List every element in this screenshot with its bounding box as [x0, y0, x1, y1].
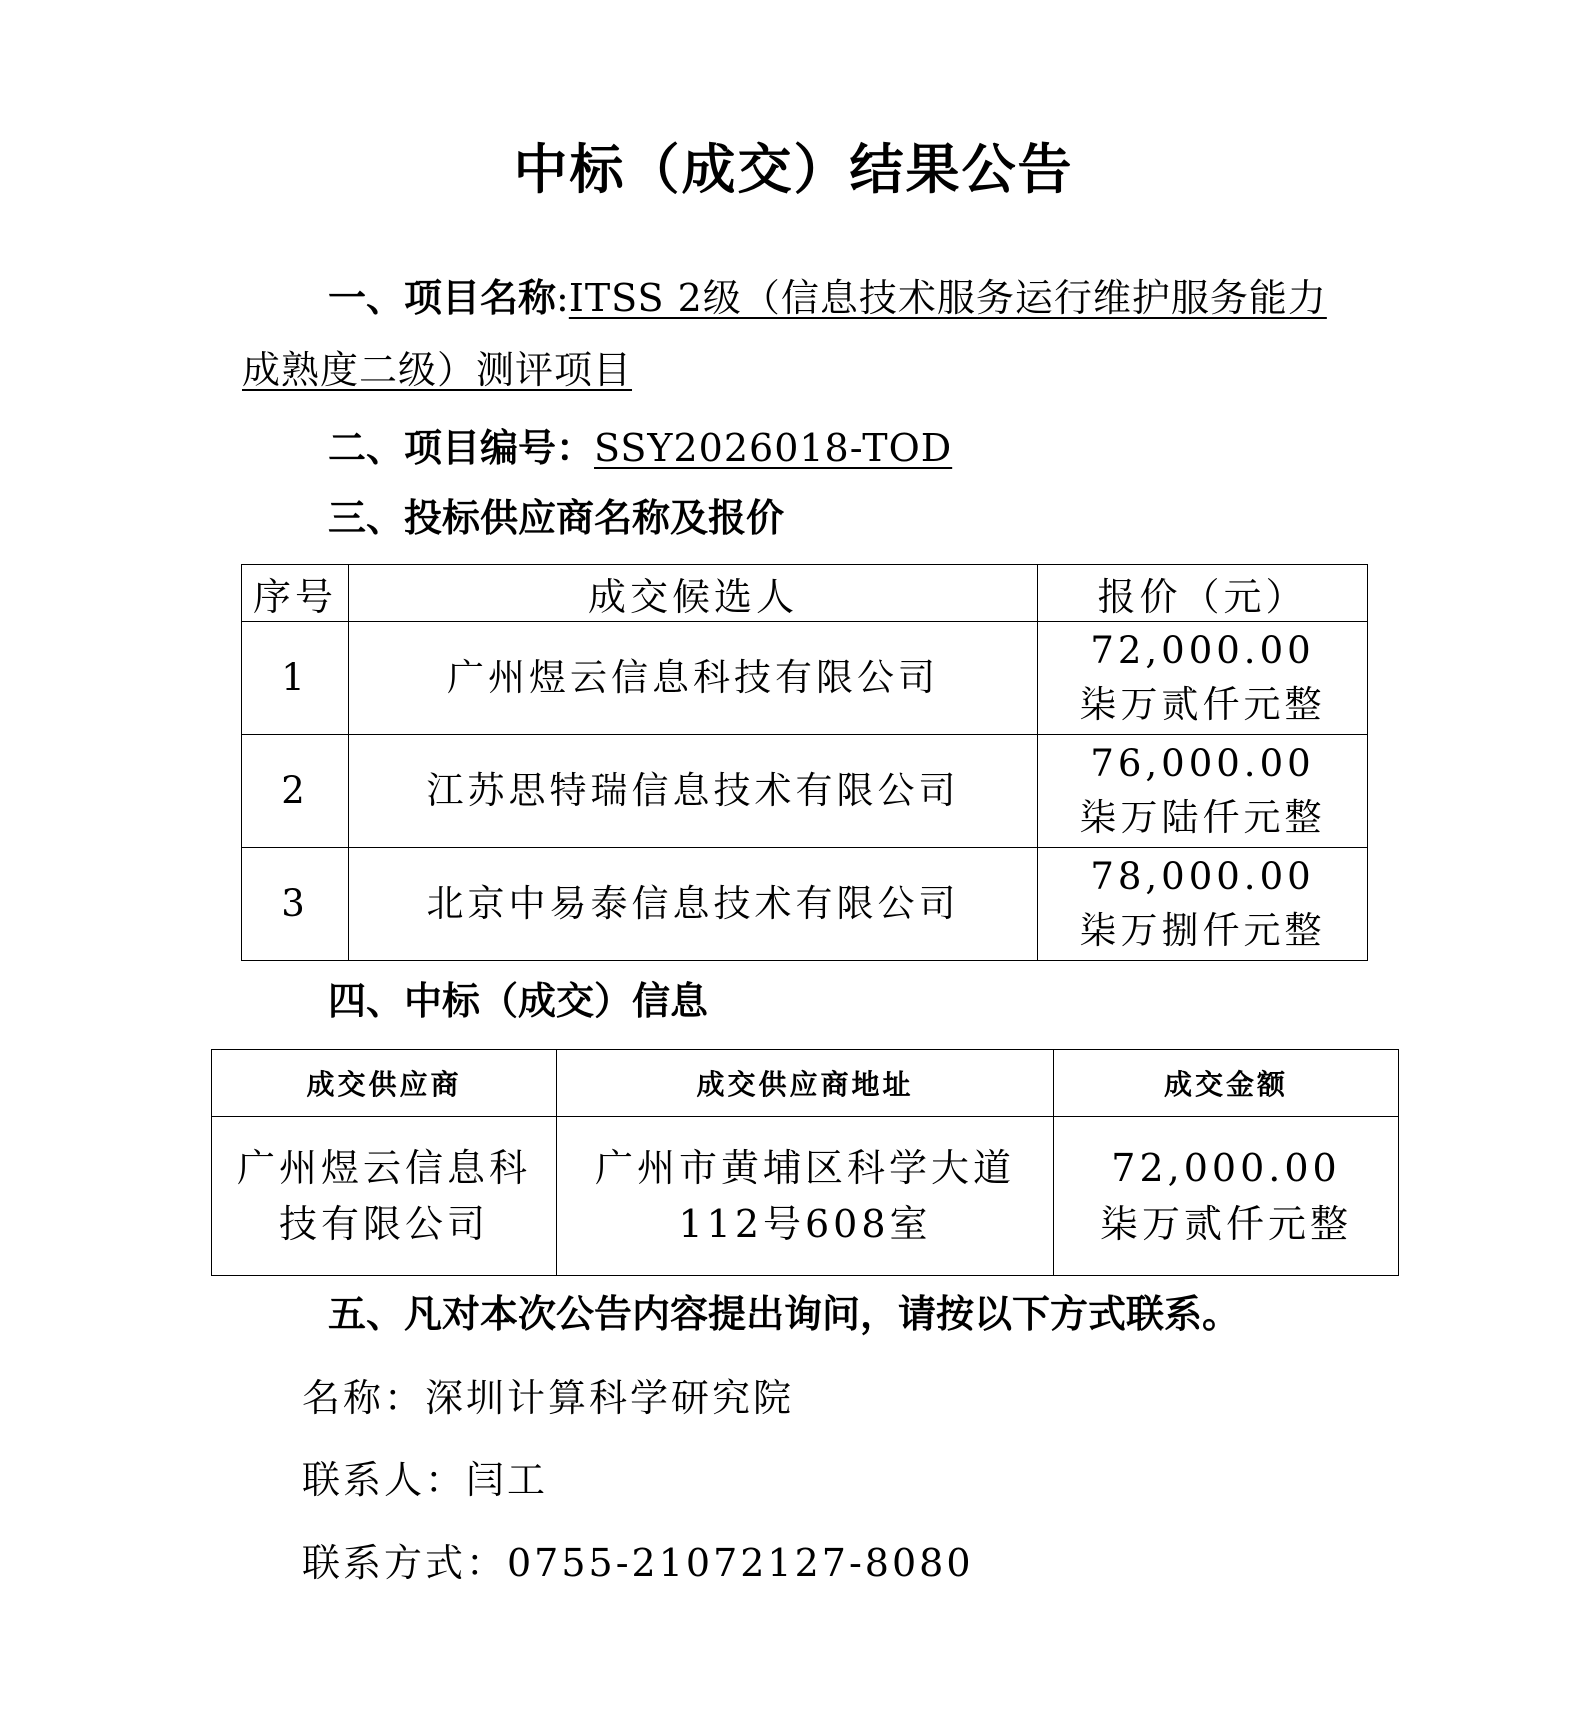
bid-row-name: 北京中易泰信息技术有限公司 — [349, 848, 1038, 961]
contact-person: 联系人：闫工 — [302, 1458, 549, 1502]
bid-section-heading: 三、投标供应商名称及报价 — [328, 496, 785, 540]
bid-row-price — [1038, 848, 1368, 961]
award-amount-value: 72,000.00 — [1111, 1146, 1341, 1190]
bid-row-no: 2 — [242, 735, 349, 848]
award-header-supplier: 成交供应商 — [212, 1050, 557, 1117]
award-table — [211, 1049, 1399, 1276]
bid-row-amount: 78,000.00 — [1090, 855, 1315, 898]
award-header-amount: 成交金额 — [1054, 1050, 1399, 1117]
bid-header-no: 序号 — [242, 565, 349, 622]
project-name-value: ITSS 2级（信息技术服务运行维护服务能力成熟度二级）测评项目 — [242, 276, 1327, 392]
bid-row-price — [1038, 735, 1368, 848]
award-table-header-row — [212, 1050, 1399, 1117]
project-number-value: SSY2026018-TOD — [594, 426, 953, 470]
table-row — [212, 1117, 1399, 1276]
bid-row-no: 1 — [242, 622, 349, 735]
award-supplier-line1: 广州煜云信息科 — [236, 1146, 531, 1190]
bid-row-amount-words: 柒万捌仟元整 — [1079, 909, 1326, 952]
bid-row-amount: 72,000.00 — [1090, 629, 1315, 672]
page-title: 中标（成交）结果公告 — [513, 138, 1074, 201]
award-address — [557, 1117, 1054, 1276]
inquiry-section-heading: 五、凡对本次公告内容提出询问，请按以下方式联系。 — [328, 1292, 1241, 1336]
award-section-heading: 四、中标（成交）信息 — [328, 979, 709, 1023]
award-supplier — [212, 1117, 557, 1276]
bid-row-name: 江苏思特瑞信息技术有限公司 — [349, 735, 1038, 848]
bid-row-amount-words: 柒万贰仟元整 — [1079, 683, 1326, 726]
bid-row-amount-words: 柒万陆仟元整 — [1079, 796, 1326, 839]
bid-row-price — [1038, 622, 1368, 735]
contact-phone: 联系方式：0755-21072127-8080 — [302, 1541, 974, 1585]
bid-row-no: 3 — [242, 848, 349, 961]
table-row — [242, 735, 1368, 848]
bid-row-name: 广州煜云信息科技有限公司 — [349, 622, 1038, 735]
bid-table-header-row — [242, 565, 1368, 622]
bid-header-price: 报价（元） — [1038, 565, 1368, 622]
table-row — [242, 848, 1368, 961]
project-name-paragraph — [242, 262, 1352, 406]
project-name-separator: : — [556, 276, 569, 320]
award-address-line2: 112号608室 — [678, 1202, 932, 1246]
project-number-line — [328, 420, 952, 476]
project-number-label: 二、项目编号： — [328, 426, 595, 470]
award-address-line1: 广州市黄埔区科学大道 — [594, 1146, 1015, 1190]
award-amount — [1054, 1117, 1399, 1276]
bid-row-amount: 76,000.00 — [1090, 742, 1315, 785]
bid-header-candidate: 成交候选人 — [349, 565, 1038, 622]
bid-table — [241, 564, 1368, 961]
table-row — [242, 622, 1368, 735]
award-supplier-line2: 技有限公司 — [278, 1202, 489, 1246]
contact-name: 名称：深圳计算科学研究院 — [302, 1376, 795, 1420]
project-name-label: 一、项目名称 — [328, 276, 557, 320]
award-amount-words: 柒万贰仟元整 — [1099, 1202, 1352, 1246]
award-header-address: 成交供应商地址 — [557, 1050, 1054, 1117]
